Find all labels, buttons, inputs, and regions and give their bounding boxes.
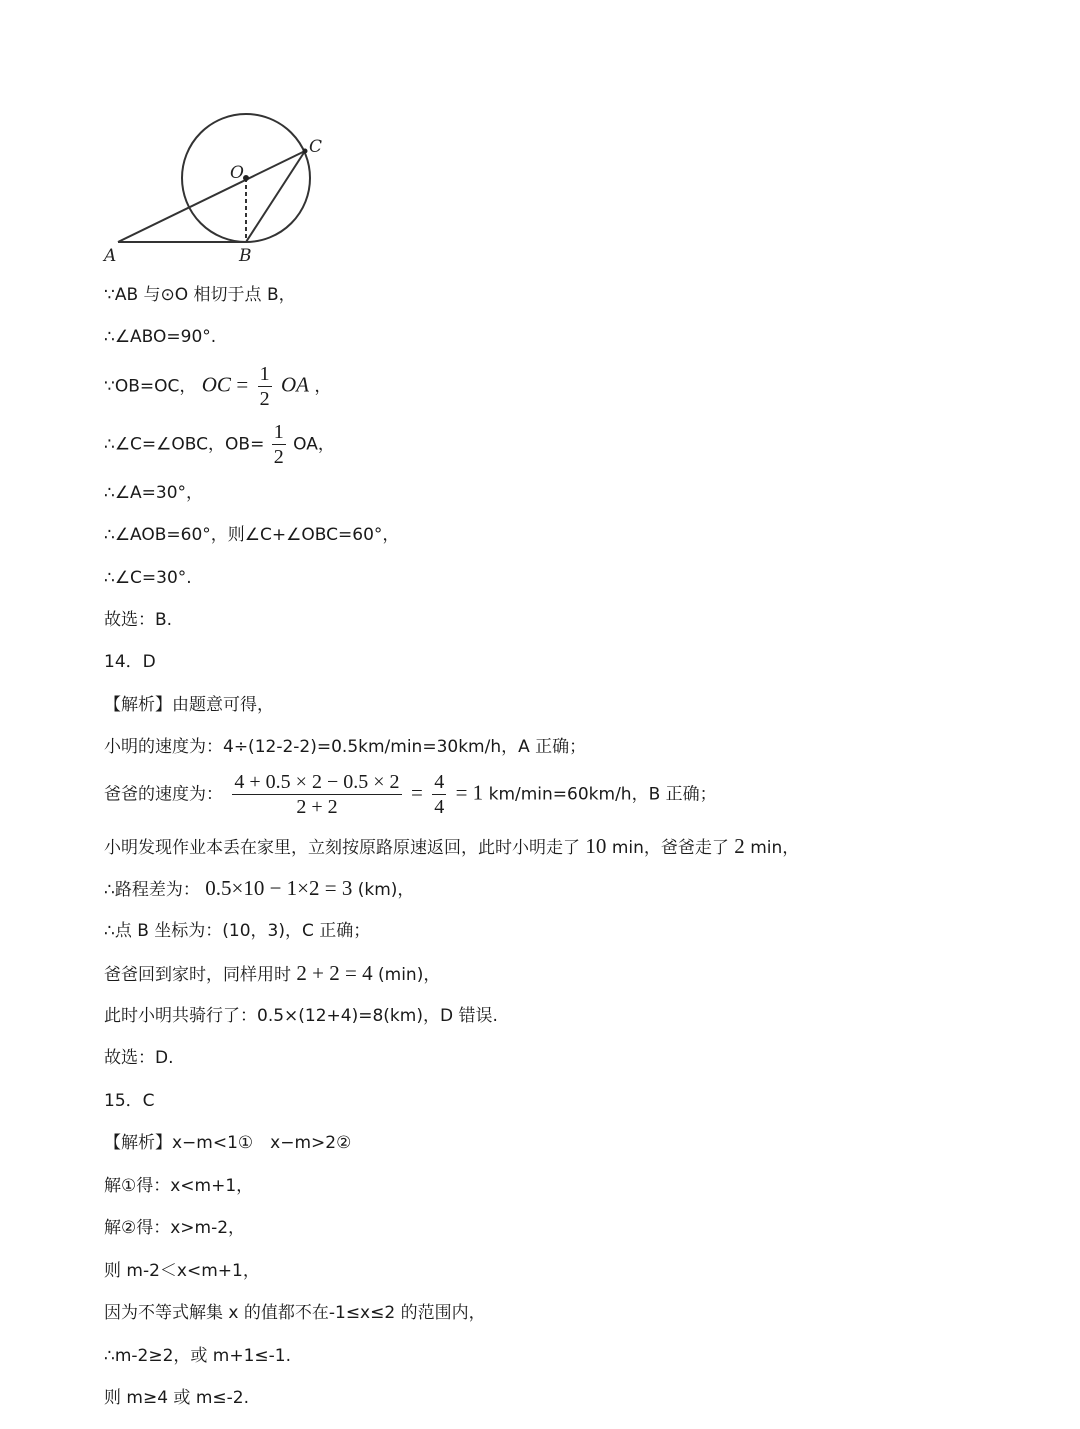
q13-line-3-end: ， bbox=[314, 376, 332, 397]
q13-line-3-eq: = bbox=[236, 372, 249, 397]
q13-line-3 bbox=[104, 362, 331, 411]
q13-line-4-pre: ∴∠C=∠OBC，OB= bbox=[104, 434, 265, 455]
q13-line-6: ∴∠AOB=60°，则∠C+∠OBC=60°， bbox=[104, 525, 400, 545]
q13-line-3-lhs: OC bbox=[201, 372, 231, 397]
fraction-numerator: 4 + 0.5 × 2 − 0.5 × 2 bbox=[234, 771, 400, 793]
q14-line-8: 此时小明共骑行了：0.5×(12+4)=8(km)，D 错误. bbox=[104, 1006, 498, 1026]
q13-line-5: ∴∠A=30°， bbox=[104, 483, 204, 503]
q14-line-4-c: min，爸爸走了 bbox=[611, 838, 729, 858]
q14-line-3-eq: = bbox=[410, 780, 423, 805]
q14-ratio-fraction bbox=[432, 770, 446, 819]
label-a: A bbox=[104, 246, 117, 266]
q14-line-3-eq2: = 1 bbox=[455, 780, 484, 805]
q14-line-4-e: min， bbox=[750, 838, 800, 858]
fraction-denominator: 2 + 2 bbox=[296, 796, 338, 818]
label-b: B bbox=[239, 246, 252, 266]
q15-heading: 15．C bbox=[104, 1091, 155, 1111]
q15-line-1: 【解析】x−m<1① x−m>2② bbox=[104, 1133, 352, 1153]
q14-line-4-b: 10 bbox=[585, 834, 607, 858]
q15-line-5: 因为不等式解集 x 的值都不在-1≤x≤2 的范围内， bbox=[104, 1303, 486, 1323]
q13-line-3-pre: ∵OB=OC， bbox=[104, 376, 197, 397]
q14-line-5-pre: ∴路程差为： bbox=[104, 880, 200, 900]
q14-line-3 bbox=[104, 770, 717, 819]
q14-line-5 bbox=[104, 876, 414, 902]
q14-line-3-pre: 爸爸的速度为： bbox=[104, 784, 223, 805]
q14-line-7-pre: 爸爸回到家时，同样用时 bbox=[104, 965, 291, 985]
q14-line-3-post: km/min=60km/h，B 正确； bbox=[488, 784, 717, 805]
q14-line-5-post: (km)， bbox=[357, 880, 415, 900]
q15-line-3: 解②得：x>m-2， bbox=[104, 1218, 246, 1238]
point-c bbox=[303, 149, 308, 154]
q14-line-7-post: (min)， bbox=[378, 965, 441, 985]
q14-speed-fraction bbox=[232, 770, 401, 819]
q14-line-1: 【解析】由题意可得， bbox=[104, 695, 274, 715]
q14-line-6: ∴点 B 坐标为：(10，3)，C 正确； bbox=[104, 921, 371, 941]
q14-heading: 14．D bbox=[104, 652, 156, 672]
q14-line-4-a: 小明发现作业本丢在家里，立刻按原路原速返回，此时小明走了 bbox=[104, 838, 580, 858]
q14-line-4 bbox=[104, 834, 799, 860]
q14-line-4-d: 2 bbox=[734, 834, 745, 858]
q13-line-4-post: OA， bbox=[293, 434, 335, 455]
geometry-figure bbox=[96, 104, 336, 274]
fraction-numerator: 1 bbox=[259, 363, 270, 385]
q13-fraction-half-2 bbox=[272, 420, 286, 469]
label-o: O bbox=[230, 163, 244, 183]
q13-line-2: ∴∠ABO=90°. bbox=[104, 327, 217, 347]
fraction-denominator: 2 bbox=[259, 388, 270, 410]
segment-ac bbox=[118, 151, 305, 242]
q14-line-7-math: 2 + 2 = 4 bbox=[296, 961, 373, 985]
fraction-denominator: 2 bbox=[273, 446, 284, 468]
circle-tangent-diagram bbox=[96, 104, 336, 274]
q13-line-8: 故选：B. bbox=[104, 610, 173, 630]
q14-line-2: 小明的速度为：4÷(12-2-2)=0.5km/min=30km/h，A 正确； bbox=[104, 737, 587, 757]
q13-line-1: ∵AB 与⊙O 相切于点 B， bbox=[104, 285, 296, 305]
q13-line-3-rhs: OA bbox=[281, 372, 310, 397]
q14-line-5-math: 0.5×10 − 1×2 = 3 bbox=[205, 876, 353, 900]
label-c: C bbox=[309, 137, 323, 157]
q13-fraction-half bbox=[258, 362, 272, 411]
fraction-numerator: 4 bbox=[434, 771, 445, 793]
q14-line-7 bbox=[104, 961, 440, 987]
q13-line-7: ∴∠C=30°. bbox=[104, 568, 192, 588]
q15-line-7: 则 m≥4 或 m≤-2. bbox=[104, 1388, 249, 1408]
fraction-numerator: 1 bbox=[273, 421, 284, 443]
q15-line-6: ∴m-2≥2，或 m+1≤-1. bbox=[104, 1346, 292, 1366]
q15-line-4: 则 m-2＜x<m+1， bbox=[104, 1261, 260, 1281]
q14-line-9: 故选：D. bbox=[104, 1048, 174, 1068]
q15-line-2: 解①得：x<m+1， bbox=[104, 1176, 254, 1196]
fraction-denominator: 4 bbox=[434, 796, 445, 818]
q13-line-4 bbox=[104, 420, 335, 469]
